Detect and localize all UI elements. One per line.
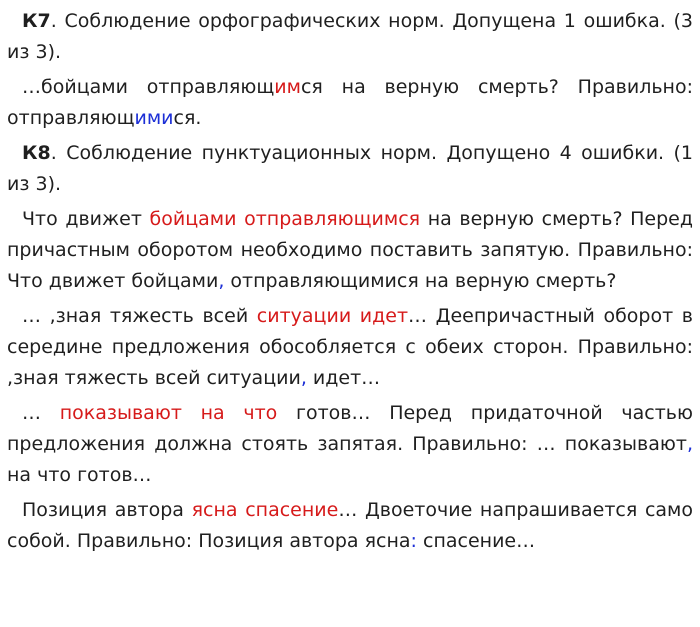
k8-item-error: ясна спасение	[191, 499, 339, 521]
k8-item-fix: :	[410, 530, 417, 552]
k8-item-error: бойцами отправляющимся	[149, 208, 421, 230]
k7-example-fix: ими	[134, 107, 174, 129]
k8-item-end: спасение…	[416, 530, 536, 552]
k8-item-1	[7, 204, 693, 297]
k8-text: . Соблюдение пунктуационных норм. Допущено 4 ошибки. (1 из 3).	[7, 142, 693, 195]
k7-example	[7, 72, 693, 134]
k7-example-error: им	[274, 76, 301, 98]
k8-item-pre: Позиция автора	[22, 499, 192, 521]
k8-item-4	[7, 495, 693, 557]
k8-item-end: идет…	[306, 367, 381, 389]
k8-item-pre: …	[22, 402, 60, 424]
k8-item-error: показывают на что	[59, 402, 278, 424]
k7-label: К7	[22, 10, 51, 32]
k8-item-mid: … Двоеточие напрашивается само собой. Правильно: Позиция автора ясна	[7, 499, 694, 552]
k8-heading	[7, 138, 693, 200]
k7-example-end: ся.	[173, 107, 202, 129]
k8-item-mid: на верную смерть? Перед причастным оборотом необходимо поставить запятую. Правильно: Что движет бойцами	[7, 208, 694, 292]
k7-text: . Соблюдение орфографических норм. Допущена 1 ошибка. (3 из 3).	[7, 10, 693, 63]
k7-example-post: ся на верную смерть? Правильно: отправляющ	[7, 76, 694, 129]
k8-item-pre: Что движет	[22, 208, 150, 230]
document	[7, 6, 693, 561]
k8-item-end: на что готов…	[7, 464, 152, 486]
k8-item-fix: ,	[300, 367, 307, 389]
k8-item-error: ситуации идет	[256, 305, 409, 327]
k7-example-pre: …бойцами отправляющ	[22, 76, 275, 98]
k8-item-pre: … ,зная тяжесть всей	[22, 305, 257, 327]
k8-item-3	[7, 398, 693, 491]
k7-heading	[7, 6, 693, 68]
k8-label: К8	[22, 142, 51, 164]
k8-item-fix: ,	[218, 270, 225, 292]
k8-item-mid: … Деепричастный оборот в середине предложения обособляется с обеих сторон. Правильно: ,зная тяжесть всей ситуации	[7, 305, 693, 389]
k8-item-fix: ,	[686, 433, 693, 455]
k8-item-mid: готов… Перед придаточной частью предложения должна стоять запятая. Правильно: … показывают	[7, 402, 693, 455]
k8-item-end: отправляющимися на верную смерть?	[224, 270, 617, 292]
k8-item-2	[7, 301, 693, 394]
